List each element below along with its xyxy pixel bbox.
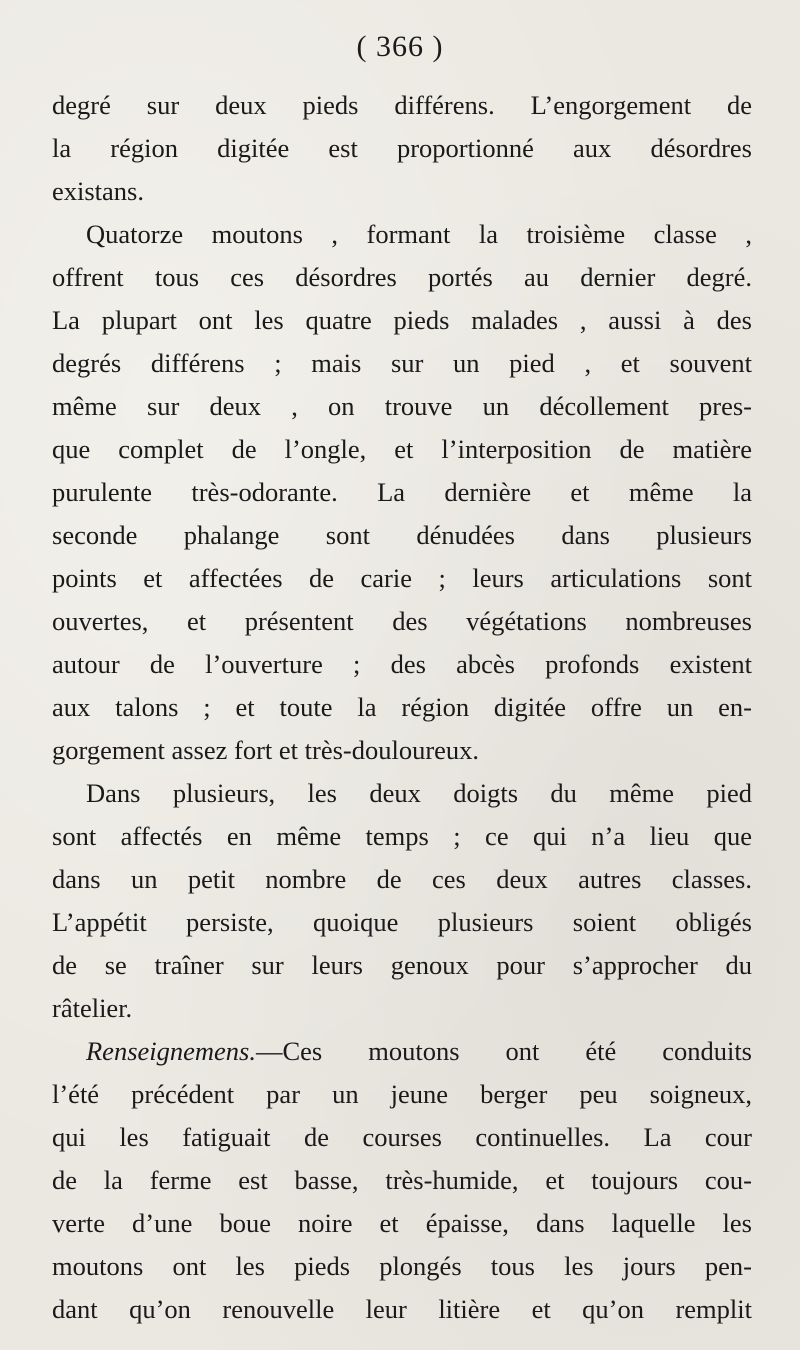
text-line: existans. xyxy=(52,176,144,206)
text-line-rest: —Ces moutons ont été conduits xyxy=(256,1036,752,1066)
text-line: qui les fatiguait de courses continuelles. La cour xyxy=(52,1122,752,1152)
text-line: sont affectés en même temps ; ce qui n’a lieu que xyxy=(52,821,752,851)
text-line: verte d’une boue noire et épaisse, dans laquelle les xyxy=(52,1208,752,1238)
text-line: dans un petit nombre de ces deux autres classes. xyxy=(52,864,752,894)
text-line: degrés différens ; mais sur un pied , et souvent xyxy=(52,348,752,378)
text-line: l’été précédent par un jeune berger peu soigneux, xyxy=(52,1079,752,1109)
text-line: aux talons ; et toute la région digitée offre un en- xyxy=(52,692,752,722)
text-line: gorgement assez fort et très-douloureux. xyxy=(52,735,480,765)
text-line: degré sur deux pieds différens. L’engorgement de xyxy=(52,90,752,120)
text-line: offrent tous ces désordres portés au dernier degré. xyxy=(52,262,752,292)
page-number: ( 366 ) xyxy=(356,30,444,63)
text-line: La plupart ont les quatre pieds malades , aussi à des xyxy=(52,305,752,335)
text-line: L’appétit persiste, quoique plusieurs soient obligés xyxy=(52,907,752,937)
text-line: purulente très-odorante. La dernière et même la xyxy=(52,477,752,507)
text-line: ouvertes, et présentent des végétations nombreuses xyxy=(52,606,752,636)
text-line: de se traîner sur leurs genoux pour s’approcher du xyxy=(52,950,752,980)
text-line: la région digitée est proportionné aux désordres xyxy=(52,133,752,163)
text-line: Quatorze moutons , formant la troisième classe , xyxy=(86,219,752,249)
text-line: autour de l’ouverture ; des abcès profonds existent xyxy=(52,649,752,679)
text-line: dant qu’on renouvelle leur litière et qu’on remplit xyxy=(52,1294,752,1324)
text-line: points et affectées de carie ; leurs articulations sont xyxy=(52,563,752,593)
text-line: seconde phalange sont dénudées dans plusieurs xyxy=(52,520,752,550)
text-line: râtelier. xyxy=(52,993,133,1023)
text-line xyxy=(52,1030,752,1073)
text-line: même sur deux , on trouve un décollement pres- xyxy=(52,391,752,421)
text-line: Dans plusieurs, les deux doigts du même pied xyxy=(86,778,752,808)
body-text xyxy=(52,84,752,1331)
text-line: que complet de l’ongle, et l’interposition de matière xyxy=(52,434,752,464)
text-line: moutons ont les pieds plongés tous les jours pen- xyxy=(52,1251,752,1281)
text-line: de la ferme est basse, très-humide, et toujours cou- xyxy=(52,1165,752,1195)
section-heading-italic: Renseignemens. xyxy=(86,1036,256,1066)
